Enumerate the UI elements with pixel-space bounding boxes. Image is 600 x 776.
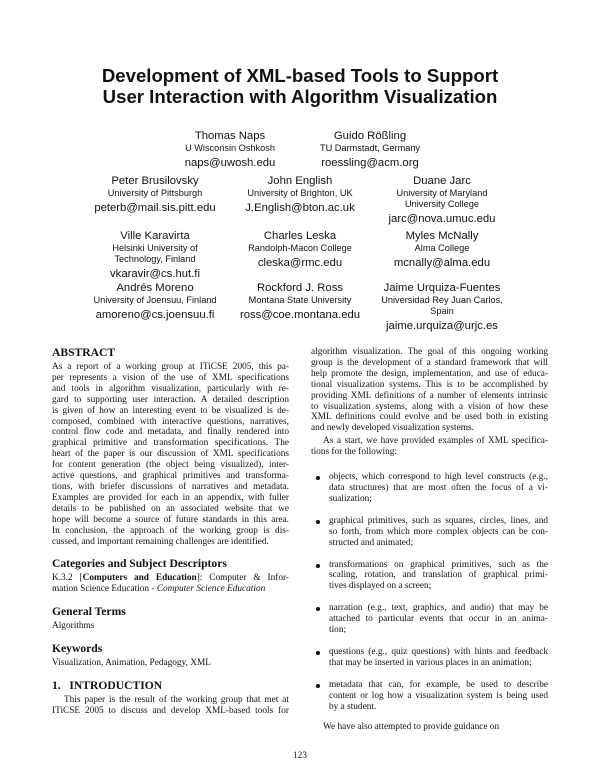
text-line: by a student. xyxy=(329,701,377,712)
bullet-icon xyxy=(316,607,320,611)
text-line: questions (e.g., quiz questions) with hints and feedback xyxy=(329,646,548,657)
text-line: As a start, we have provided examples of XML specifica- xyxy=(323,436,548,447)
author-email: roessling@acm.org xyxy=(321,157,419,169)
author-name: Andrés Moreno xyxy=(116,282,194,294)
list-item xyxy=(311,560,548,593)
text-line: In conclusion, the approach of the working group is dis- xyxy=(52,525,289,536)
author-name: John English xyxy=(267,175,333,187)
author-block xyxy=(362,175,522,226)
author-affiliation: University of Brighton, UK xyxy=(247,188,353,198)
author-block xyxy=(220,230,380,270)
author-block xyxy=(75,230,235,281)
text-line: tion; xyxy=(329,625,347,636)
general-terms-body: Algorithms xyxy=(52,621,95,632)
text-line: and newly developed visualization systems. xyxy=(311,423,474,434)
author-email: ross@coe.montana.edu xyxy=(239,309,361,321)
bullet-icon xyxy=(316,564,320,568)
text-line: As a report of a working group at ITiCSE 2005, this pa- xyxy=(52,362,289,372)
text-line: sualization; xyxy=(329,493,372,504)
paragraph: We have also attempted to provide guidance on xyxy=(323,722,500,733)
text-line: so forth, from which more complex objects can be con- xyxy=(329,526,548,537)
list-item xyxy=(311,472,548,505)
bullet-icon xyxy=(316,520,320,524)
text-line: metadata that can, for example, be used to describe xyxy=(329,679,548,690)
author-email: jaime.urquiza@urjc.es xyxy=(386,320,498,332)
author-name: Myles McNally xyxy=(405,230,479,242)
author-name: Peter Brusilovsky xyxy=(111,175,199,187)
author-email: mcnally@alma.edu xyxy=(393,257,491,269)
text-line: tions, with briefer discussions of narratives and metadata. xyxy=(52,481,289,492)
text-line: and tools in algorithm visualization, particularly with re- xyxy=(52,383,289,394)
author-email: vkaravir@cs.hut.fi xyxy=(110,268,200,280)
bullet-icon xyxy=(316,651,320,655)
author-email: naps@uwosh.edu xyxy=(184,157,276,169)
bullet-icon xyxy=(316,684,320,688)
text-line: graphical primitives, such as squares, circles, lines, and xyxy=(329,515,548,526)
text-line: tional visualization systems. This is to be accomplished by xyxy=(311,379,548,390)
author-email: peterb@mail.sis.pitt.edu xyxy=(94,202,216,214)
categories-body xyxy=(52,573,289,595)
category-rest: ]: Computer & Infor- xyxy=(196,573,289,584)
text-line: heart of the paper is our discussion of XML specifications xyxy=(52,449,289,460)
author-affiliation: U Wisconsin Oshkosh xyxy=(185,143,275,153)
list-item xyxy=(311,516,548,549)
author-name: Guido Rößling xyxy=(333,130,407,142)
author-affiliation: Alma College xyxy=(414,243,470,253)
right-column xyxy=(311,347,548,733)
page-number: 123 xyxy=(293,751,307,761)
text-line xyxy=(52,584,289,595)
text-line: composed, combined with interactive questions, narratives, xyxy=(52,416,289,427)
text-line: Examples are provided for each in an appendix, with fuller xyxy=(52,492,289,503)
author-block xyxy=(220,282,380,322)
text-line: control flow code and metadata, and finally rendered into xyxy=(52,427,289,438)
list-item xyxy=(311,603,548,636)
text-line: This paper is the result of the working group that met at xyxy=(64,695,289,706)
abstract-heading: ABSTRACT xyxy=(52,346,116,359)
text-line: is given of how an interesting event to be visualized is de- xyxy=(52,405,289,416)
introduction-heading: 1. INTRODUCTION xyxy=(52,679,163,693)
introduction-body xyxy=(52,695,289,717)
text-line: gard to supporting user interaction. A detailed description xyxy=(52,394,289,405)
author-email: jarc@nova.umuc.edu xyxy=(388,213,496,225)
text-line: cussed, and important remaining challenges are identified. xyxy=(52,536,269,547)
text-line: XML definitions could evolve and be used both in existing xyxy=(311,412,548,423)
author-block xyxy=(75,282,235,322)
text-line: hope will become a source of future standards in this area. xyxy=(52,514,289,525)
text-line: content or log how a visualization system is being used xyxy=(329,690,548,701)
author-affiliation: Spain xyxy=(430,306,454,316)
author-affiliation: Technology, Finland xyxy=(114,254,196,264)
paper-title xyxy=(0,65,600,107)
category-code: K.3.2 [ xyxy=(52,573,83,584)
author-block xyxy=(150,130,310,170)
author-block xyxy=(220,175,380,215)
text-line: details to be published on an associated website that we xyxy=(52,503,289,514)
author-affiliation: University College xyxy=(404,199,480,209)
categories-heading: Categories and Subject Descriptors xyxy=(52,557,227,571)
author-email: amoreno@cs.joensuu.fi xyxy=(95,309,215,321)
author-name: Duane Jarc xyxy=(413,175,471,187)
text-line: structed and animated; xyxy=(329,537,414,548)
author-affiliation: TU Darmstadt, Germany xyxy=(319,143,421,153)
author-name: Jaime Urquiza-Fuentes xyxy=(383,282,501,294)
text-line: group is the development of a standard framework that will xyxy=(311,357,548,368)
paragraph xyxy=(311,347,548,434)
title-line-2: User Interaction with Algorithm Visualization xyxy=(102,86,498,107)
author-affiliation: University of Pittsburgh xyxy=(107,188,203,198)
text-line: ITiCSE 2005 to discuss and develop XML-based tools for xyxy=(52,705,289,716)
abstract-body xyxy=(52,362,289,547)
category-plain: mation Science Education - xyxy=(52,584,157,595)
author-name: Charles Leska xyxy=(263,230,337,242)
author-affiliation: Randolph-Macon College xyxy=(248,243,352,253)
text-line: tions for the following: xyxy=(311,447,397,458)
paragraph xyxy=(311,436,548,458)
text-line: to visualization systems, along with a vision of how these xyxy=(311,401,548,412)
author-block xyxy=(75,175,235,215)
text-line: active questions, and graphical primitives and transforma- xyxy=(52,471,289,482)
text-line: attached to particular events that occur in an anima- xyxy=(329,614,548,625)
author-affiliation: University of Maryland xyxy=(396,188,488,198)
text-line: providing XML definitions of a number of elements intrinsic xyxy=(311,390,548,401)
left-column xyxy=(52,346,289,717)
list-item xyxy=(311,680,548,713)
text-line: that may be inserted in various places in an animation; xyxy=(329,657,532,668)
text-line: data structures) that are most often the focus of a vi- xyxy=(329,482,548,493)
bullet-list xyxy=(311,472,548,712)
text-line: objects, which correspond to high level constructs (e.g., xyxy=(329,472,548,483)
general-terms-heading: General Terms xyxy=(52,605,126,619)
text-line: tives displayed on a screen; xyxy=(329,581,432,592)
keywords-body: Visualization, Animation, Pedagogy, XML xyxy=(52,658,211,669)
text-line: transformations on graphical primitives, such as the xyxy=(329,559,548,570)
text-line: algorithm visualization. The goal of this ongoing working xyxy=(311,347,548,357)
title-line-1: Development of XML-based Tools to Support xyxy=(101,65,499,86)
list-item xyxy=(311,647,548,669)
author-name: Ville Karavirta xyxy=(120,230,190,242)
text-line: per represents a vision of the use of XML specifications xyxy=(52,372,289,383)
author-block xyxy=(362,282,522,333)
text-line: for content generation (the object being visualized), inter- xyxy=(52,460,289,471)
author-name: Rockford J. Ross xyxy=(256,282,343,294)
keywords-heading: Keywords xyxy=(52,642,103,656)
author-email: J.English@bton.ac.uk xyxy=(245,202,355,214)
author-affiliation: University of Joensuu, Finland xyxy=(93,295,217,305)
author-affiliation: Universidad Rey Juan Carlos, xyxy=(381,295,503,305)
text-line: scaling, rotation, and translation of graphical primi- xyxy=(329,570,548,581)
text-line: help promote the design, implementation, and use of educa- xyxy=(311,368,548,379)
category-italic: Computer Science Education xyxy=(156,584,266,595)
bullet-icon xyxy=(316,476,320,480)
text-line xyxy=(52,573,289,584)
category-bold: Computers and Education xyxy=(82,573,197,584)
author-block xyxy=(362,230,522,270)
text-line: narration (e.g., text, graphics, and audio) that may be xyxy=(329,603,548,614)
author-affiliation: Montana State University xyxy=(248,295,352,305)
author-block xyxy=(290,130,450,170)
text-line: graphical primitive and transformation specifications. The xyxy=(52,438,289,449)
author-affiliation: Helsinki University of xyxy=(112,243,198,253)
author-name: Thomas Naps xyxy=(194,130,266,142)
author-email: cleska@rmc.edu xyxy=(257,257,343,269)
